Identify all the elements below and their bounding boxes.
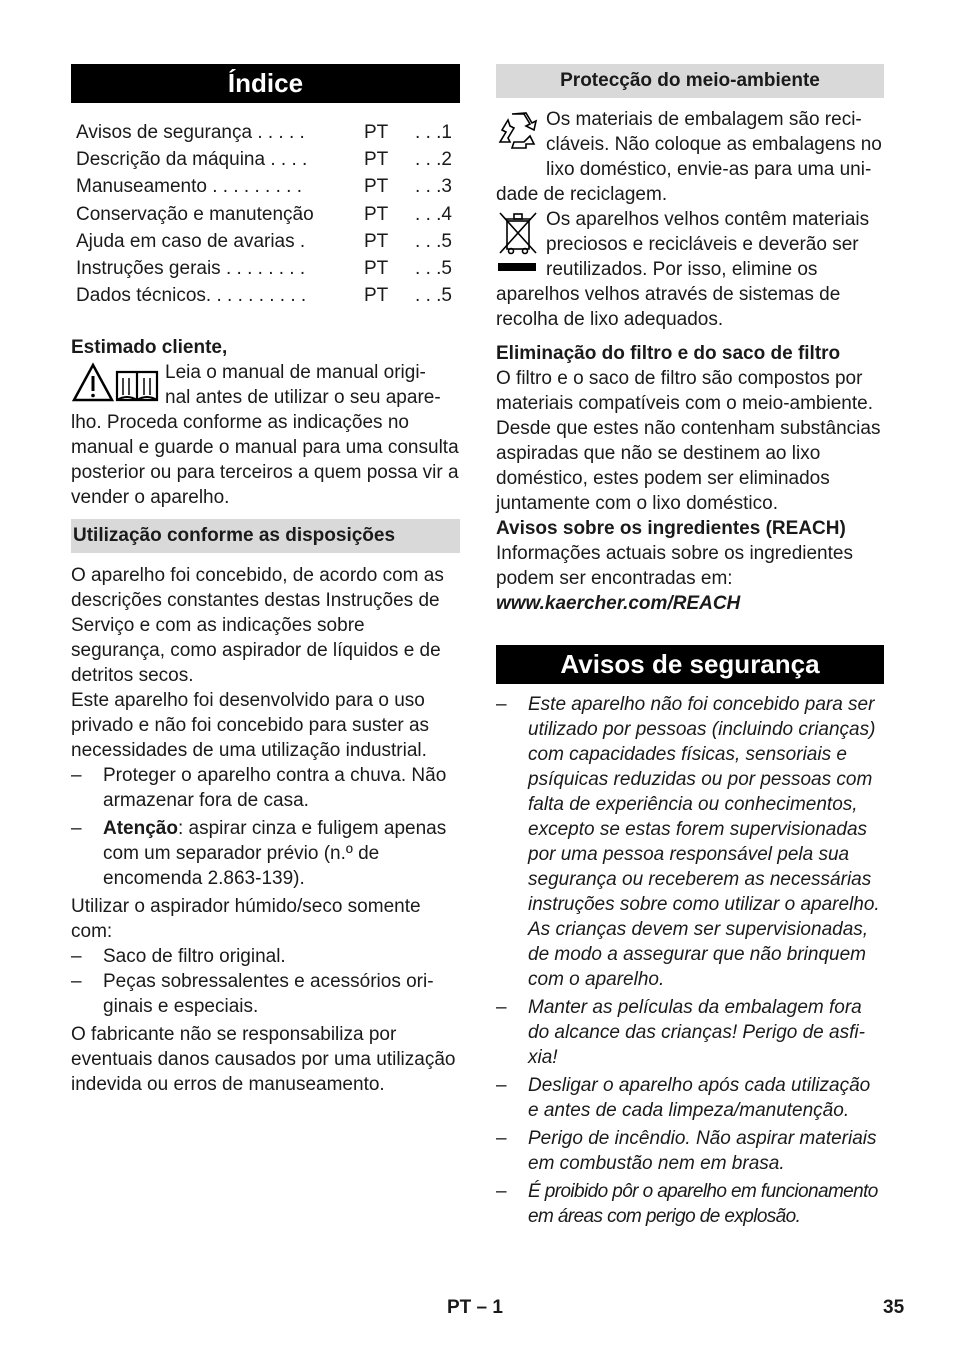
- toc-page: . . .5: [415, 230, 452, 252]
- safety-section: [496, 645, 884, 1232]
- intro-text: lho. Proceda conforme as indicações no manual e guarde o manual para uma consulta posterior ou para terceiros a quem possa vir a vender o aparelho.: [71, 412, 459, 508]
- weee-text: Os aparelhos velhos contêm materiais preciosos e recicláveis e deverão ser reutilizados. Por isso, elimine os aparelhos velhos através de sistemas de recolha de lixo adequados.: [496, 209, 870, 330]
- warning-manual-icon: [71, 362, 159, 410]
- dash-marker: –: [71, 971, 82, 992]
- toc-lang: PT: [364, 285, 389, 307]
- weee-block: [496, 207, 884, 332]
- list-item-text: Perigo de incêndio. Não aspirar materiais em combustão nem em brasa.: [528, 1128, 877, 1174]
- list-item-text: Desligar o aparelho após cada utilização e antes de cada limpeza/manutenção.: [528, 1075, 871, 1121]
- dash-marker: –: [71, 946, 82, 967]
- list-item: [71, 969, 460, 1019]
- list-item: [496, 692, 884, 992]
- reach-url[interactable]: www.kaercher.com/REACH: [496, 593, 741, 614]
- dash-marker: –: [496, 997, 507, 1018]
- usage-list-1: [71, 763, 460, 891]
- toc-heading: Índice: [71, 64, 460, 103]
- list-item: [496, 995, 884, 1070]
- toc-title: Manuseamento . . . . . . . . .: [76, 176, 302, 198]
- usage-paragraph-4: O fabricante não se responsabiliza por eventuais danos causados por uma utilização indevida ou erros de manuseamento.: [71, 1024, 456, 1095]
- toc-lang: PT: [364, 230, 389, 252]
- toc-page: . . .3: [415, 176, 452, 198]
- toc-lang: PT: [364, 203, 389, 225]
- usage-paragraph-2: Este aparelho foi desenvolvido para o uso privado e não foi concebido para suster as necessidades de uma utilização industrial.: [71, 690, 430, 761]
- toc-lang: PT: [364, 176, 389, 198]
- page-number: 35: [883, 1297, 905, 1318]
- dash-marker: –: [496, 1181, 506, 1202]
- toc-page: . . .5: [415, 285, 452, 307]
- toc-title: Instruções gerais . . . . . . . .: [76, 258, 306, 280]
- filter-heading: Eliminação do filtro e do saco de filtro: [496, 343, 841, 364]
- intro-line-1: Leia o manual de manual origi-: [165, 362, 426, 383]
- page-footer-label: PT – 1: [447, 1297, 503, 1318]
- list-item: [496, 1073, 884, 1123]
- toc-title: Dados técnicos. . . . . . . . . .: [76, 285, 307, 307]
- toc-row[interactable]: [71, 201, 460, 228]
- toc-lang: PT: [364, 258, 389, 280]
- environment-heading-text: Protecção do meio-ambiente: [560, 70, 820, 91]
- list-item: [496, 1179, 884, 1229]
- usage-paragraph-1: O aparelho foi concebido, de acordo com as descrições constantes destas Instruções de Serviço e com as indicações sobre segurança, como aspirador de líquidos e de detritos secos.: [71, 565, 444, 686]
- safety-list: [496, 692, 884, 1229]
- toc-row[interactable]: [71, 174, 460, 201]
- recycle-icon: [496, 110, 540, 158]
- environment-heading: [496, 64, 884, 98]
- list-item-text: Manter as películas da embalagem fora do alcance das crianças! Perigo de asfixia!: [528, 997, 865, 1068]
- intro-line-2: nal antes de utilizar o seu apare-: [165, 387, 441, 408]
- list-item: [71, 944, 460, 969]
- list-item: [496, 1126, 884, 1176]
- recycle-block: [496, 107, 884, 207]
- left-column: [71, 64, 460, 1095]
- dash-marker: –: [496, 1128, 507, 1149]
- toc-page: . . .5: [415, 258, 452, 280]
- list-item-text: Proteger o aparelho contra a chuva. Não armazenar fora de casa.: [103, 765, 447, 811]
- usage-heading-text: Utilização conforme as disposições: [73, 525, 396, 546]
- toc-row[interactable]: [71, 283, 460, 310]
- list-item-text: Peças sobressalentes e acessórios originais e especiais.: [103, 971, 434, 1017]
- toc-row[interactable]: [71, 119, 460, 146]
- greeting: Estimado cliente,: [71, 337, 228, 358]
- attention-label: Atenção: [103, 818, 178, 839]
- toc-title: Descrição da máquina . . . .: [76, 148, 308, 170]
- toc-lang: PT: [364, 148, 389, 170]
- recycle-text: Os materiais de embalagem são recicláveis. Não coloque as embalagens no lixo doméstico, envie-as para uma unidade de reciclagem.: [496, 109, 882, 205]
- crossed-bin-icon: [496, 209, 540, 279]
- dash-marker: –: [496, 1075, 507, 1096]
- right-column: [496, 64, 884, 1227]
- list-item-text: É proibido pôr o aparelho em funcionamento em áreas com perigo de explosão.: [528, 1181, 878, 1227]
- toc-title: Ajuda em caso de avarias .: [76, 230, 306, 252]
- toc-table: [71, 119, 460, 310]
- toc-page: . . .2: [415, 148, 452, 170]
- reach-heading: Avisos sobre os ingredientes (REACH): [496, 518, 846, 539]
- list-item-text: : aspirar cinza e fuligem apenas com um separador prévio (n.º de encomenda 2.863-139).: [103, 818, 447, 889]
- list-item-text: Este aparelho não foi concebido para ser utilizado por pessoas (incluindo crianças) com capacidades físicas, sensoriais e psíquicas reduzidas ou por pessoas com falta de experiência ou conhecimentos, excepto se estas forem supervisionadas por uma pessoa responsável pela sua segurança ou receberem as necessárias instruções sobre como utilizar o aparelho. As crianças devem ser supervisionadas, de modo a assegurar que não brinquem com o aparelho.: [528, 694, 880, 990]
- filter-text: O filtro e o saco de filtro são compostos por materiais compatíveis com o meio-ambiente. Desde que estes não contenham substâncias aspiradas que não se destinem ao lixo doméstico, estes podem ser eliminados juntamente com o lixo doméstico.: [496, 368, 881, 514]
- dash-marker: –: [71, 818, 82, 839]
- toc-row[interactable]: [71, 255, 460, 282]
- list-item: [71, 763, 460, 813]
- usage-paragraph-3: Utilizar o aspirador húmido/seco somente com:: [71, 896, 421, 942]
- list-item-text: Saco de filtro original.: [103, 946, 286, 967]
- safety-heading: Avisos de segurança: [496, 645, 884, 684]
- toc-page: . . .1: [415, 121, 452, 143]
- toc-lang: PT: [364, 121, 389, 143]
- toc-row[interactable]: [71, 146, 460, 173]
- toc-page: . . .4: [415, 203, 452, 225]
- usage-section: [71, 519, 460, 1097]
- toc-title: Conservação e manutenção: [76, 203, 314, 225]
- dash-marker: –: [496, 694, 507, 715]
- reach-text: Informações actuais sobre os ingredientes podem ser encontradas em:: [496, 543, 853, 589]
- usage-list-2: [71, 944, 460, 1019]
- dash-marker: –: [71, 765, 82, 786]
- intro-section: [71, 335, 460, 510]
- toc-title: Avisos de segurança . . . . .: [76, 121, 305, 143]
- usage-heading: [71, 519, 460, 553]
- toc-row[interactable]: [71, 228, 460, 255]
- list-item: [71, 816, 460, 891]
